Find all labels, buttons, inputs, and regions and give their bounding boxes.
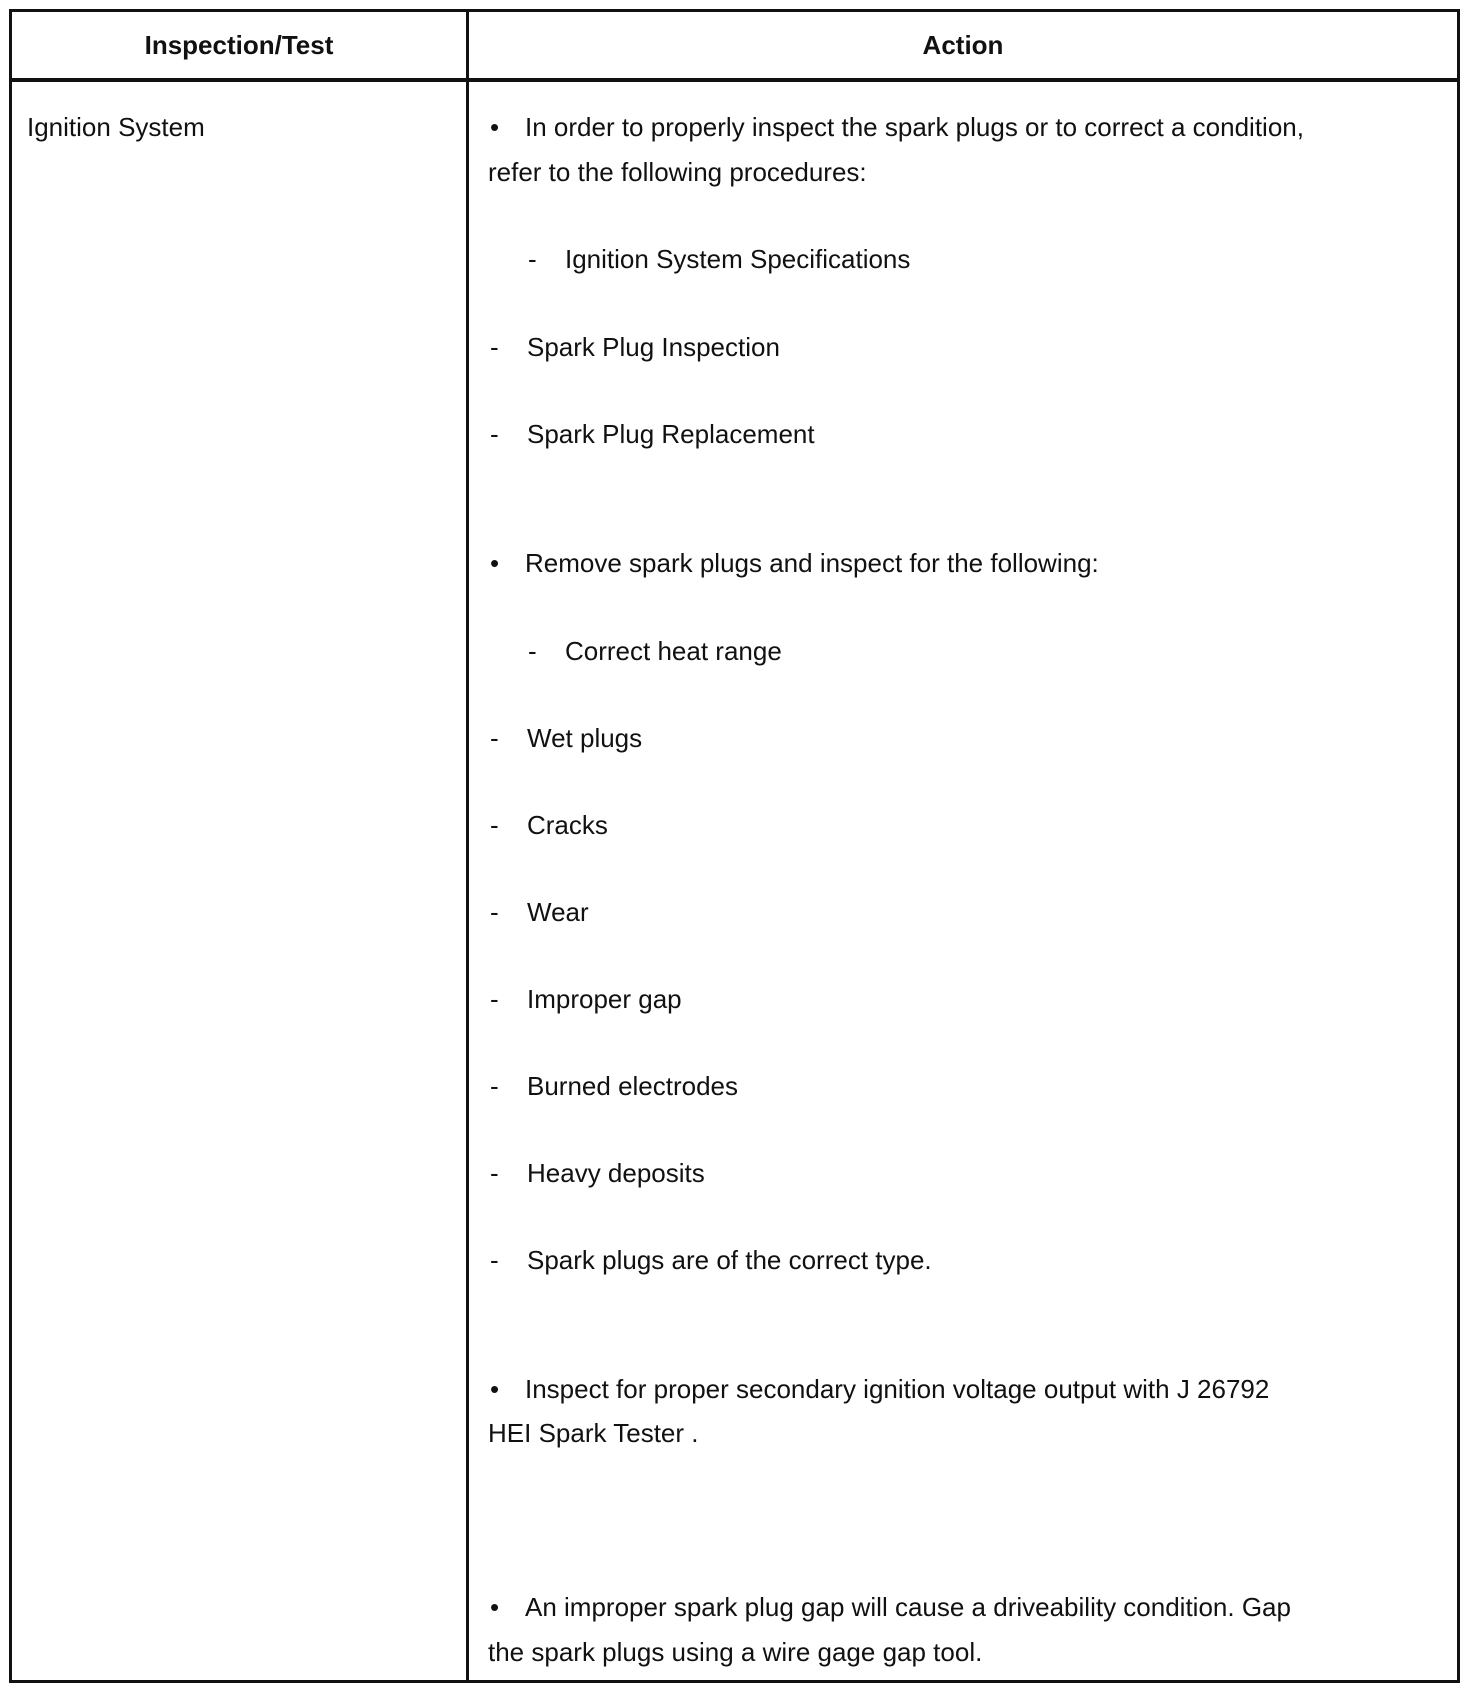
dash-marker: -: [490, 419, 499, 449]
bullet1-line2: refer to the following procedures:: [488, 157, 867, 187]
inspection-table: [9, 9, 1460, 1683]
bullet2-line1: Remove spark plugs and inspect for the following:: [525, 548, 1099, 578]
bullet-marker: •: [490, 548, 500, 578]
bullet4-line2: the spark plugs using a wire gage gap tool.: [488, 1637, 983, 1667]
cell-ignition-system: Ignition System: [27, 112, 205, 142]
bullet1-line1: In order to properly inspect the spark plugs or to correct a condition,: [525, 112, 1304, 142]
bullet-marker: •: [490, 112, 500, 142]
header-inspection-test: Inspection/Test: [144, 30, 334, 60]
bullet3-line1: Inspect for proper secondary ignition voltage output with J 26792: [525, 1374, 1270, 1404]
dash-marker: -: [490, 332, 499, 362]
list-item: Spark Plug Inspection: [527, 332, 780, 362]
list-item: Heavy deposits: [527, 1158, 705, 1188]
list-item: Spark Plug Replacement: [527, 419, 815, 449]
list-item: Improper gap: [527, 984, 682, 1014]
bullet-marker: •: [490, 1592, 500, 1622]
list-item: Spark plugs are of the correct type.: [527, 1245, 932, 1275]
dash-marker: -: [490, 897, 499, 927]
bullet-marker: •: [490, 1374, 500, 1404]
header-action: Action: [922, 30, 1004, 60]
column-divider: [466, 12, 469, 1680]
dash-marker: -: [490, 1071, 499, 1101]
dash-marker: -: [528, 244, 537, 274]
list-item: Wet plugs: [527, 723, 643, 753]
dash-marker: -: [490, 1158, 499, 1188]
dash-marker: -: [490, 984, 499, 1014]
dash-marker: -: [490, 1245, 499, 1275]
dash-marker: -: [490, 810, 499, 840]
bullet4-line1: An improper spark plug gap will cause a driveability condition. Gap: [525, 1592, 1291, 1622]
list-item: Correct heat range: [565, 636, 782, 666]
list-item: Cracks: [527, 810, 608, 840]
dash-marker: -: [528, 636, 537, 666]
list-item: Wear: [527, 897, 589, 927]
header-divider: [12, 78, 1457, 82]
bullet3-line2: HEI Spark Tester .: [488, 1418, 699, 1448]
dash-marker: -: [490, 723, 499, 753]
list-item: Ignition System Specifications: [565, 244, 911, 274]
list-item: Burned electrodes: [527, 1071, 739, 1101]
